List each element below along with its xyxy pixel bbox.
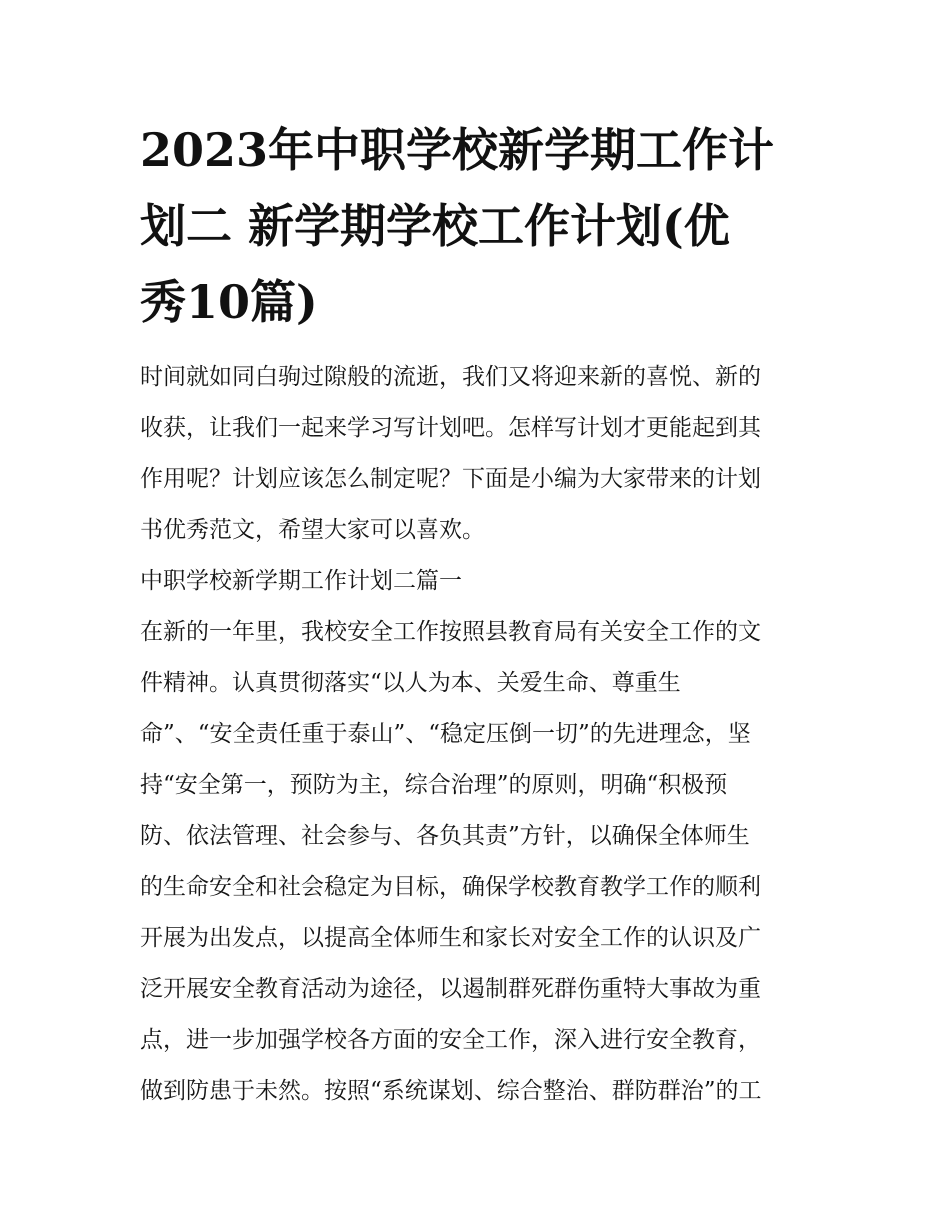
intro-line-4: 书优秀范文，希望大家可以喜欢。 (140, 517, 485, 543)
section-heading: 中职学校新学期工作计划二篇一 (140, 568, 462, 594)
intro-line-1: 时间就如同白驹过隙般的流逝，我们又将迎来新的喜悦、新的 (140, 364, 761, 390)
section-line-7: 开展为出发点，以提高全体师生和家长对安全工作的认识及广 (140, 925, 761, 951)
title-line-1: 2023年中职学校新学期工作计 (140, 123, 775, 177)
section-line-8: 泛开展安全教育活动为途径，以遏制群死群伤重特大事故为重 (140, 976, 761, 1002)
title-line-3: 秀10篇) (140, 275, 318, 329)
document-title (140, 112, 820, 340)
section-line-1: 在新的一年里，我校安全工作按照县教育局有关安全工作的文 (140, 619, 761, 645)
section-line-2: 件精神。认真贯彻落实“以人为本、关爱生命、尊重生 (140, 670, 681, 696)
document-body (140, 352, 830, 1117)
section-line-4: 持“安全第一，预防为主，综合治理”的原则，明确“积极预 (140, 772, 728, 798)
section-line-5: 防、依法管理、社会参与、各负其责”方针，以确保全体师生 (140, 823, 750, 849)
intro-paragraph (140, 352, 830, 556)
intro-line-2: 收获，让我们一起来学习写计划吧。怎样写计划才更能起到其 (140, 415, 761, 441)
section-line-9: 点，进一步加强学校各方面的安全工作，深入进行安全教育， (140, 1027, 761, 1053)
section-paragraph (140, 607, 830, 1117)
title-line-2: 划二 新学期学校工作计划(优 (140, 199, 730, 253)
section-line-6: 的生命安全和社会稳定为目标，确保学校教育教学工作的顺利 (140, 874, 761, 900)
intro-line-3: 作用呢？计划应该怎么制定呢？下面是小编为大家带来的计划 (140, 466, 761, 492)
section-line-10: 做到防患于未然。按照“系统谋划、综合整治、群防群治”的工 (140, 1078, 762, 1104)
section-line-3: 命”、“安全责任重于泰山”、“稳定压倒一切”的先进理念，坚 (140, 721, 751, 747)
